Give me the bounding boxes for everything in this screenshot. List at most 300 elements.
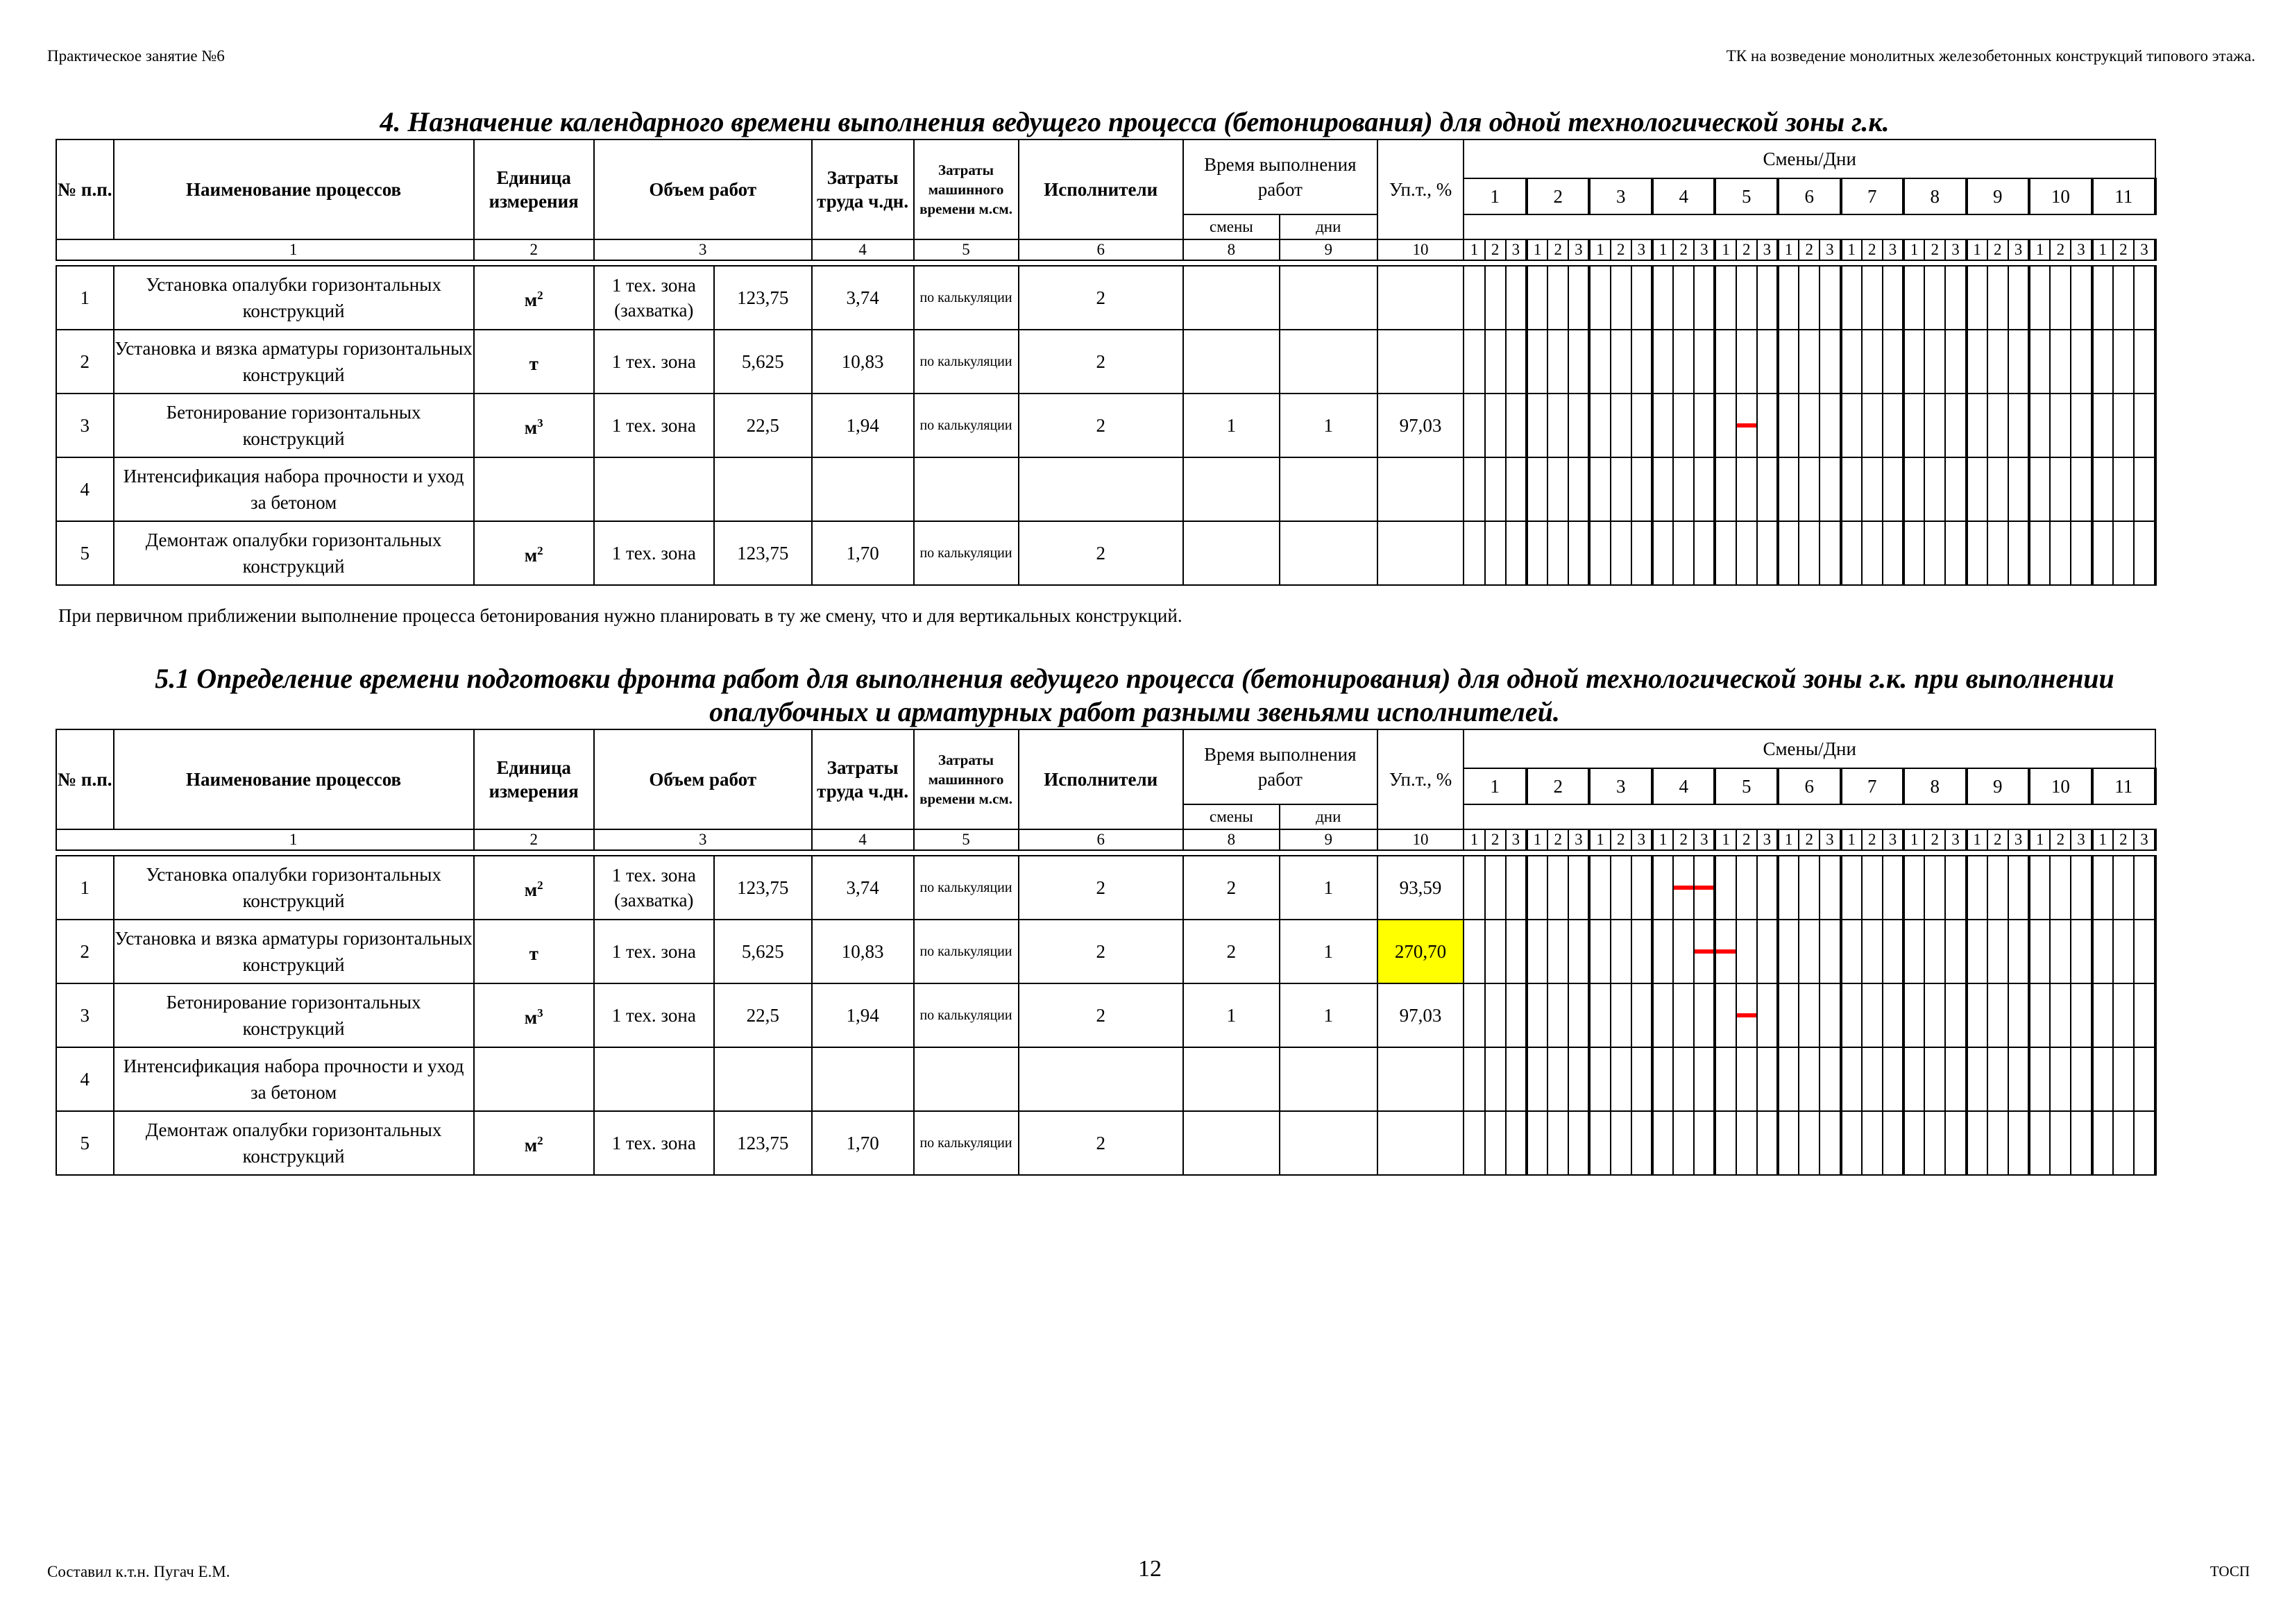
unit-cell bbox=[474, 983, 594, 1047]
schedule-table-2 bbox=[56, 729, 2157, 1176]
unit-cell bbox=[474, 266, 594, 330]
zone-cell: 1 тех. зона (захватка) bbox=[594, 856, 714, 920]
shift-number: 3 bbox=[1568, 829, 1589, 850]
productivity-cell: 270,70 bbox=[1377, 920, 1464, 983]
shift-number: 2 bbox=[1862, 239, 1883, 260]
gantt-cell bbox=[1547, 521, 1568, 585]
gantt-cell bbox=[2050, 521, 2071, 585]
gantt-cell bbox=[1631, 330, 1652, 394]
gantt-cell bbox=[1652, 856, 1673, 920]
shift-number: 1 bbox=[1903, 829, 1924, 850]
unit-cell bbox=[474, 330, 594, 394]
gantt-cell bbox=[2029, 856, 2050, 920]
day-header: 6 bbox=[1778, 178, 1841, 214]
gantt-cell bbox=[1694, 1111, 1715, 1175]
unit-text: м bbox=[524, 417, 538, 438]
col-header-time: Время выполнения работ bbox=[1183, 139, 1377, 214]
footer-right: ТОСП bbox=[2210, 1563, 2250, 1580]
gantt-cell bbox=[1611, 330, 1631, 394]
process-name: Интенсификация набора прочности и уход за бетоном bbox=[114, 1047, 474, 1111]
gantt-cell bbox=[1799, 983, 1820, 1047]
gantt-cell bbox=[1903, 920, 1924, 983]
gantt-cell bbox=[1987, 521, 2008, 585]
gantt-cell bbox=[2113, 394, 2134, 457]
shifts-cell bbox=[1183, 1047, 1280, 1111]
gantt-cell bbox=[1862, 266, 1883, 330]
labor-cell: 10,83 bbox=[812, 330, 914, 394]
gantt-cell bbox=[2050, 394, 2071, 457]
gantt-cell bbox=[1967, 1111, 1987, 1175]
days-cell: 1 bbox=[1280, 983, 1377, 1047]
gantt-cell bbox=[2113, 983, 2134, 1047]
gantt-cell bbox=[1673, 1047, 1694, 1111]
table-row bbox=[56, 521, 2155, 585]
gantt-cell bbox=[1778, 856, 1799, 920]
table-row bbox=[56, 856, 2155, 920]
quantity-cell: 123,75 bbox=[714, 266, 812, 330]
gantt-cell bbox=[1589, 521, 1610, 585]
gantt-cell bbox=[1820, 1047, 1840, 1111]
gantt-cell bbox=[1611, 1111, 1631, 1175]
shift-number: 2 bbox=[2113, 829, 2134, 850]
gantt-cell bbox=[1841, 856, 1862, 920]
col-number bbox=[56, 239, 114, 260]
gantt-cell bbox=[2008, 1111, 2029, 1175]
shift-number: 2 bbox=[1673, 829, 1694, 850]
gantt-cell bbox=[2050, 856, 2071, 920]
unit-cell bbox=[474, 920, 594, 983]
footer-author: Составил к.т.н. Пугач Е.М. bbox=[47, 1563, 230, 1580]
shift-number: 3 bbox=[1883, 239, 1903, 260]
gantt-cell bbox=[1547, 1111, 1568, 1175]
gantt-cell bbox=[1547, 856, 1568, 920]
gantt-cell bbox=[1799, 1111, 1820, 1175]
gantt-cell bbox=[1736, 920, 1757, 983]
gantt-cell bbox=[2071, 521, 2092, 585]
gantt-cell bbox=[1652, 457, 1673, 521]
col-header-shifts: смены bbox=[1183, 804, 1280, 829]
gantt-cell bbox=[2134, 394, 2155, 457]
gantt-cell bbox=[1799, 457, 1820, 521]
gantt-cell bbox=[1568, 521, 1589, 585]
gantt-cell bbox=[2008, 394, 2029, 457]
gantt-cell bbox=[1967, 266, 1987, 330]
shift-number: 1 bbox=[2029, 239, 2050, 260]
productivity-cell: 97,03 bbox=[1377, 983, 1464, 1047]
gantt-cell bbox=[1715, 394, 1736, 457]
day-header: 1 bbox=[1464, 178, 1527, 214]
gantt-cell bbox=[1820, 920, 1840, 983]
shift-number: 3 bbox=[1694, 829, 1715, 850]
gantt-cell bbox=[2092, 394, 2113, 457]
col-number: 2 bbox=[474, 829, 594, 850]
gantt-cell bbox=[2029, 1047, 2050, 1111]
unit-cell bbox=[474, 521, 594, 585]
shift-number: 1 bbox=[2029, 829, 2050, 850]
gantt-cell bbox=[1924, 521, 1945, 585]
shift-number: 1 bbox=[1778, 829, 1799, 850]
days-cell bbox=[1280, 1047, 1377, 1111]
gantt-cell bbox=[1547, 1047, 1568, 1111]
quantity-cell: 123,75 bbox=[714, 856, 812, 920]
gantt-cell bbox=[1694, 266, 1715, 330]
table-row bbox=[56, 394, 2155, 457]
gantt-cell bbox=[1757, 457, 1778, 521]
gantt-cell bbox=[2050, 983, 2071, 1047]
unit-text: м bbox=[524, 1007, 538, 1028]
gantt-cell bbox=[1652, 920, 1673, 983]
col-header-days: дни bbox=[1280, 804, 1377, 829]
labor-cell: 1,70 bbox=[812, 1111, 914, 1175]
gantt-cell bbox=[2071, 394, 2092, 457]
gantt-cell bbox=[1820, 266, 1840, 330]
productivity-cell bbox=[1377, 457, 1464, 521]
process-name: Демонтаж опалубки горизонтальных конструкций bbox=[114, 1111, 474, 1175]
process-name: Установка опалубки горизонтальных конструкций bbox=[114, 266, 474, 330]
gantt-cell bbox=[1841, 920, 1862, 983]
quantity-cell: 5,625 bbox=[714, 330, 812, 394]
gantt-cell bbox=[2134, 266, 2155, 330]
gantt-cell bbox=[1967, 920, 1987, 983]
row-number: 1 bbox=[56, 856, 114, 920]
col-header-volume: Объем работ bbox=[594, 729, 812, 829]
gantt-cell bbox=[1694, 394, 1715, 457]
gantt-cell bbox=[2113, 330, 2134, 394]
col-header-days: дни bbox=[1280, 214, 1377, 239]
shift-number: 2 bbox=[1924, 239, 1945, 260]
days-cell bbox=[1280, 521, 1377, 585]
gantt-cell bbox=[1736, 521, 1757, 585]
gantt-cell bbox=[1903, 1111, 1924, 1175]
gantt-cell bbox=[1506, 856, 1527, 920]
gantt-cell bbox=[1924, 457, 1945, 521]
gantt-cell bbox=[1694, 983, 1715, 1047]
gantt-cell bbox=[1736, 983, 1757, 1047]
gantt-cell bbox=[1778, 521, 1799, 585]
col-number: 2 bbox=[474, 239, 594, 260]
gantt-cell bbox=[1924, 266, 1945, 330]
gantt-cell bbox=[1547, 266, 1568, 330]
shift-number: 2 bbox=[1799, 829, 1820, 850]
table1-note: При первичном приближении выполнение процесса бетонирования нужно планировать в ту же смену, что и для вертикальных конструкций. bbox=[58, 605, 1182, 626]
gantt-cell bbox=[1883, 983, 1903, 1047]
gantt-cell bbox=[2071, 920, 2092, 983]
gantt-cell bbox=[1778, 1111, 1799, 1175]
gantt-cell bbox=[1967, 856, 1987, 920]
row-number: 1 bbox=[56, 266, 114, 330]
unit-exponent: 2 bbox=[537, 289, 543, 302]
day-header: 7 bbox=[1841, 178, 1904, 214]
col-number: 3 bbox=[594, 239, 812, 260]
gantt-cell bbox=[1611, 983, 1631, 1047]
col-number: 8 bbox=[1183, 829, 1280, 850]
workers-cell: 2 bbox=[1019, 1111, 1183, 1175]
gantt-cell bbox=[1673, 330, 1694, 394]
gantt-cell bbox=[1883, 521, 1903, 585]
col-header-workers: Исполнители bbox=[1019, 139, 1183, 239]
gantt-cell bbox=[1631, 983, 1652, 1047]
shift-number: 2 bbox=[2113, 239, 2134, 260]
day-header: 3 bbox=[1589, 178, 1652, 214]
process-name: Бетонирование горизонтальных конструкций bbox=[114, 394, 474, 457]
gantt-cell bbox=[1589, 920, 1610, 983]
zone-cell: 1 тех. зона bbox=[594, 330, 714, 394]
productivity-cell bbox=[1377, 266, 1464, 330]
gantt-cell bbox=[1841, 1111, 1862, 1175]
workers-cell bbox=[1019, 457, 1183, 521]
day-header: 4 bbox=[1652, 768, 1715, 804]
gantt-cell bbox=[1757, 394, 1778, 457]
gantt-cell bbox=[1987, 1111, 2008, 1175]
gantt-cell bbox=[2092, 1047, 2113, 1111]
gantt-cell bbox=[1547, 920, 1568, 983]
gantt-cell bbox=[1715, 856, 1736, 920]
gantt-cell bbox=[2029, 1111, 2050, 1175]
col-header-u: Уп.т., % bbox=[1377, 729, 1464, 829]
gantt-cell bbox=[1883, 457, 1903, 521]
gantt-cell bbox=[2113, 457, 2134, 521]
workers-cell bbox=[1019, 1047, 1183, 1111]
labor-cell bbox=[812, 1047, 914, 1111]
gantt-cell bbox=[1883, 1047, 1903, 1111]
days-cell bbox=[1280, 457, 1377, 521]
gantt-cell bbox=[1778, 1047, 1799, 1111]
days-cell bbox=[1280, 330, 1377, 394]
gantt-cell bbox=[2092, 920, 2113, 983]
col-header-labor: Затраты труда ч.дн. bbox=[812, 139, 914, 239]
unit-text: м bbox=[524, 289, 538, 310]
row-number: 4 bbox=[56, 457, 114, 521]
shift-number: 3 bbox=[2134, 239, 2155, 260]
gantt-cell bbox=[1903, 330, 1924, 394]
gantt-cell bbox=[2071, 330, 2092, 394]
gantt-cell bbox=[1631, 394, 1652, 457]
gantt-cell bbox=[1547, 457, 1568, 521]
gantt-cell bbox=[2113, 266, 2134, 330]
gantt-cell bbox=[1547, 983, 1568, 1047]
zone-cell: 1 тех. зона (захватка) bbox=[594, 266, 714, 330]
gantt-cell bbox=[2092, 457, 2113, 521]
shifts-cell bbox=[1183, 266, 1280, 330]
machine-time-cell: по калькуляции bbox=[914, 394, 1019, 457]
gantt-cell bbox=[1736, 1111, 1757, 1175]
gantt-cell bbox=[1778, 920, 1799, 983]
gantt-cell bbox=[1820, 330, 1840, 394]
machine-time-cell: по калькуляции bbox=[914, 521, 1019, 585]
col-header-machine: Затраты машинного времени м.см. bbox=[914, 729, 1019, 829]
gantt-cell bbox=[1903, 521, 1924, 585]
gantt-cell bbox=[1883, 330, 1903, 394]
machine-time-cell: по калькуляции bbox=[914, 1111, 1019, 1175]
gantt-cell bbox=[1987, 457, 2008, 521]
day-header: 5 bbox=[1715, 768, 1778, 804]
gantt-cell bbox=[1903, 394, 1924, 457]
gantt-cell bbox=[1464, 983, 1484, 1047]
gantt-cell bbox=[2029, 920, 2050, 983]
gantt-cell bbox=[2071, 1111, 2092, 1175]
gantt-cell bbox=[1987, 920, 2008, 983]
gantt-cell bbox=[1506, 457, 1527, 521]
col-number: 4 bbox=[812, 829, 914, 850]
gantt-cell bbox=[2092, 266, 2113, 330]
unit-text: т bbox=[529, 943, 538, 964]
shift-number: 2 bbox=[2050, 829, 2071, 850]
day-header: 10 bbox=[2029, 178, 2092, 214]
unit-exponent: 2 bbox=[537, 879, 543, 892]
gantt-cell bbox=[2050, 1111, 2071, 1175]
gantt-cell bbox=[1757, 521, 1778, 585]
gantt-cell bbox=[1967, 521, 1987, 585]
zone-cell: 1 тех. зона bbox=[594, 521, 714, 585]
gantt-cell bbox=[1506, 1047, 1527, 1111]
gantt-cell bbox=[1820, 983, 1840, 1047]
shift-number: 3 bbox=[1757, 239, 1778, 260]
table-gap bbox=[56, 850, 2155, 856]
shift-number: 1 bbox=[1841, 239, 1862, 260]
day-header: 11 bbox=[2092, 178, 2155, 214]
shift-number: 3 bbox=[2071, 239, 2092, 260]
row-number: 4 bbox=[56, 1047, 114, 1111]
gantt-cell bbox=[1967, 1047, 1987, 1111]
col-header-unit: Единица измерения bbox=[474, 729, 594, 829]
gantt-cell bbox=[1862, 521, 1883, 585]
gantt-cell bbox=[1694, 920, 1715, 983]
gantt-cell bbox=[1945, 266, 1966, 330]
shift-number: 2 bbox=[1736, 829, 1757, 850]
gantt-cell bbox=[1527, 920, 1547, 983]
gantt-cell bbox=[1778, 394, 1799, 457]
gantt-cell bbox=[1924, 394, 1945, 457]
shift-number: 3 bbox=[1883, 829, 1903, 850]
gantt-cell bbox=[2008, 521, 2029, 585]
machine-time-cell: по калькуляции bbox=[914, 330, 1019, 394]
gantt-cell bbox=[1631, 1111, 1652, 1175]
gantt-cell bbox=[1778, 330, 1799, 394]
gantt-cell bbox=[1945, 983, 1966, 1047]
day-header: 2 bbox=[1527, 178, 1590, 214]
quantity-cell: 22,5 bbox=[714, 983, 812, 1047]
table-gap bbox=[56, 260, 2155, 266]
machine-time-cell bbox=[914, 457, 1019, 521]
shift-number: 1 bbox=[1464, 829, 1484, 850]
row-number: 3 bbox=[56, 394, 114, 457]
gantt-cell bbox=[1527, 1047, 1547, 1111]
gantt-cell bbox=[2029, 266, 2050, 330]
shift-number: 2 bbox=[1987, 829, 2008, 850]
shifts-cell bbox=[1183, 1111, 1280, 1175]
gantt-cell bbox=[1527, 266, 1547, 330]
gantt-cell bbox=[1945, 394, 1966, 457]
gantt-cell bbox=[2008, 1047, 2029, 1111]
gantt-cell bbox=[1506, 330, 1527, 394]
table-row bbox=[56, 920, 2155, 983]
day-header: 11 bbox=[2092, 768, 2155, 804]
gantt-cell bbox=[1568, 983, 1589, 1047]
row-number: 2 bbox=[56, 920, 114, 983]
col-number: 10 bbox=[1377, 239, 1464, 260]
gantt-cell bbox=[1903, 983, 1924, 1047]
gantt-cell bbox=[2134, 1047, 2155, 1111]
gantt-cell bbox=[1967, 394, 1987, 457]
day-header: 10 bbox=[2029, 768, 2092, 804]
gantt-cell bbox=[1631, 856, 1652, 920]
shift-number: 2 bbox=[1673, 239, 1694, 260]
gantt-cell bbox=[2113, 521, 2134, 585]
zone-cell bbox=[594, 457, 714, 521]
gantt-cell bbox=[1862, 1111, 1883, 1175]
col-number: 10 bbox=[1377, 829, 1464, 850]
productivity-cell bbox=[1377, 1047, 1464, 1111]
gantt-cell bbox=[1568, 394, 1589, 457]
col-header-labor: Затраты труда ч.дн. bbox=[812, 729, 914, 829]
unit-text: м bbox=[524, 879, 538, 900]
gantt-cell bbox=[1652, 1047, 1673, 1111]
gantt-cell bbox=[1924, 330, 1945, 394]
gantt-cell bbox=[1611, 1047, 1631, 1111]
gantt-cell bbox=[1945, 1047, 1966, 1111]
unit-exponent: 2 bbox=[537, 1134, 543, 1147]
shift-number: 3 bbox=[2071, 829, 2092, 850]
productivity-cell bbox=[1377, 521, 1464, 585]
table2-title-line1: 5.1 Определение времени подготовки фронта работ для выполнения ведущего процесса (бетонирования) для одной технологической зоны г.к. при выполнении bbox=[155, 663, 2114, 694]
gantt-cell bbox=[1903, 457, 1924, 521]
row-number: 5 bbox=[56, 521, 114, 585]
quantity-cell bbox=[714, 457, 812, 521]
col-header-schedule: Смены/Дни bbox=[1464, 139, 2155, 178]
gantt-cell bbox=[1547, 330, 1568, 394]
shifts-cell: 2 bbox=[1183, 856, 1280, 920]
gantt-cell bbox=[1715, 330, 1736, 394]
gantt-cell bbox=[2050, 1047, 2071, 1111]
gantt-cell bbox=[1715, 1047, 1736, 1111]
gantt-cell bbox=[1862, 1047, 1883, 1111]
gantt-cell bbox=[1673, 920, 1694, 983]
gantt-cell bbox=[1945, 1111, 1966, 1175]
gantt-cell bbox=[1673, 394, 1694, 457]
gantt-cell bbox=[1799, 394, 1820, 457]
gantt-cell bbox=[1924, 1047, 1945, 1111]
workers-cell: 2 bbox=[1019, 266, 1183, 330]
gantt-cell bbox=[1841, 983, 1862, 1047]
gantt-cell bbox=[1736, 394, 1757, 457]
day-header: 9 bbox=[1967, 768, 2030, 804]
gantt-cell bbox=[1527, 1111, 1547, 1175]
gantt-cell bbox=[1611, 856, 1631, 920]
shift-number: 1 bbox=[2092, 239, 2113, 260]
gantt-cell bbox=[1862, 330, 1883, 394]
shift-number: 1 bbox=[1715, 829, 1736, 850]
gantt-cell bbox=[2134, 521, 2155, 585]
gantt-cell bbox=[1820, 457, 1840, 521]
shift-number: 3 bbox=[1945, 829, 1966, 850]
day-header: 6 bbox=[1778, 768, 1841, 804]
gantt-cell bbox=[1987, 394, 2008, 457]
process-name: Интенсификация набора прочности и уход за бетоном bbox=[114, 457, 474, 521]
gantt-cell bbox=[1820, 856, 1840, 920]
gantt-cell bbox=[1527, 856, 1547, 920]
days-cell bbox=[1280, 1111, 1377, 1175]
shift-number: 1 bbox=[1527, 829, 1547, 850]
shifts-cell bbox=[1183, 457, 1280, 521]
days-cell: 1 bbox=[1280, 920, 1377, 983]
gantt-cell bbox=[1987, 1047, 2008, 1111]
gantt-cell bbox=[2134, 920, 2155, 983]
row-number: 2 bbox=[56, 330, 114, 394]
unit-text: м bbox=[524, 545, 538, 566]
gantt-cell bbox=[1673, 983, 1694, 1047]
gantt-cell bbox=[2113, 1111, 2134, 1175]
gantt-cell bbox=[1589, 856, 1610, 920]
